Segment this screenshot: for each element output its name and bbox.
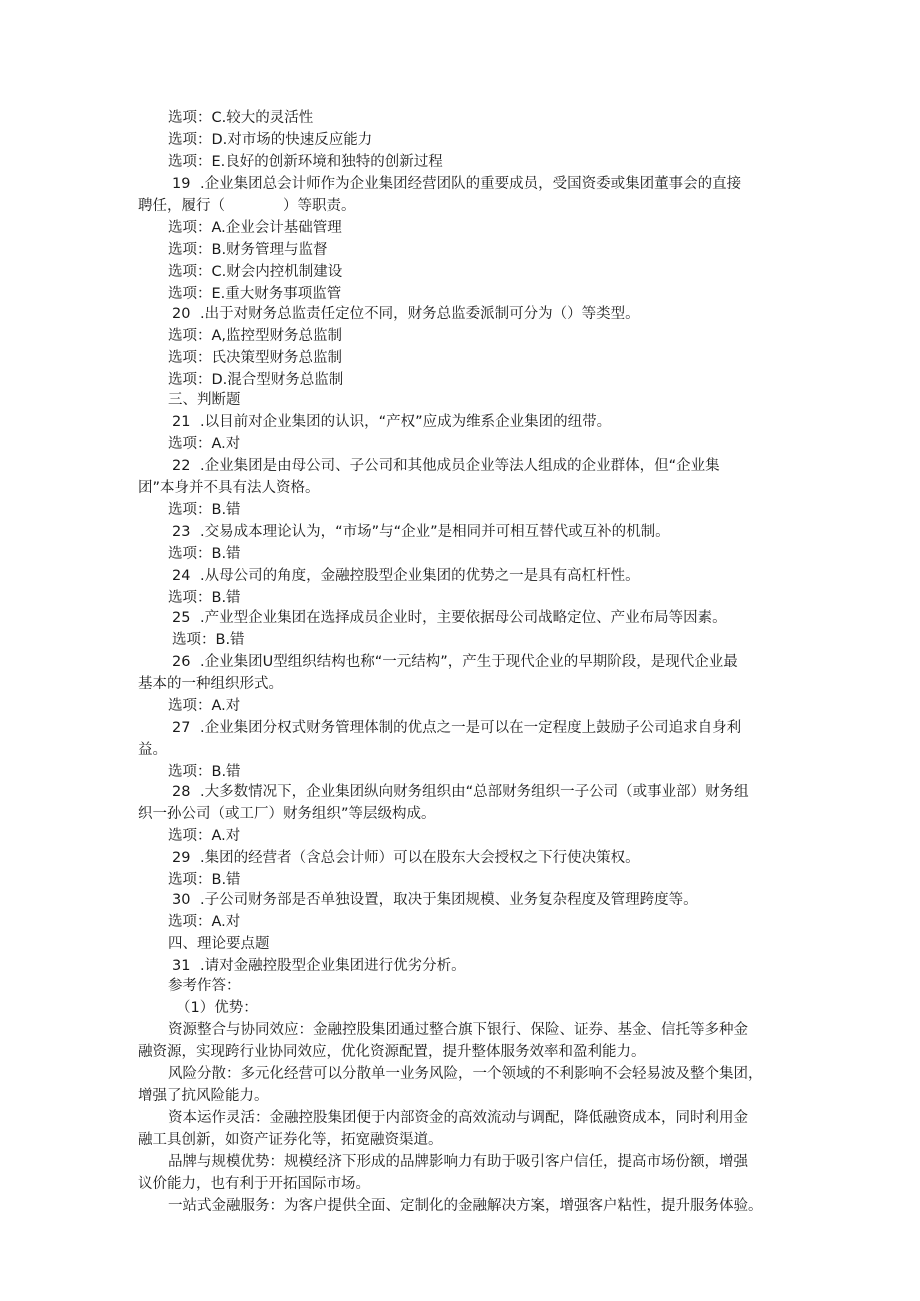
answer-line: 选项：A.对: [168, 828, 241, 844]
subheading: （1）优势：: [176, 1000, 258, 1016]
question-number: 20: [172, 306, 191, 322]
question-number: 21: [172, 414, 191, 430]
option-line: 选项：A,监控型财务总监制: [168, 328, 343, 344]
answer-line: 选项：B.错: [168, 546, 241, 562]
paragraph-line: 风险分散：多元化经营可以分散单一业务风险，一个领域的不利影响不会轻易波及整个集团，: [168, 1066, 763, 1082]
question-text-continued: 益。: [138, 742, 167, 758]
paragraph-line: 资本运作灵活：金融控股集团便于内部资金的高效流动与调配，降低融资成本，同时利用金: [168, 1110, 748, 1126]
answer-line: 选项：B.错: [168, 590, 241, 606]
question-text: .以目前对企业集团的认识，“产权”应成为维系企业集团的纽带。: [200, 414, 612, 430]
question-text: .集团的经营者（含总会计师）可以在股东大会授权之下行使决策权。: [200, 850, 640, 866]
question-text: .产业型企业集团在选择成员企业时，主要依据母公司战略定位、产业布局等因素。: [200, 610, 727, 626]
question-number: 25: [172, 610, 191, 626]
option-line: 选项：A.企业会计基础管理: [168, 220, 342, 236]
paragraph-line: 资源整合与协同效应：金融控股集团通过整合旗下银行、保险、证券、基金、信托等多种金: [168, 1022, 748, 1038]
question-text: .请对金融控股型企业集团进行优劣分析。: [200, 958, 466, 974]
question-number: 24: [172, 568, 191, 584]
question-number: 28: [172, 784, 191, 800]
question-number: 31: [172, 958, 191, 974]
question-text: .交易成本理论认为，“市场”与“企业”是相同并可相互替代或互补的机制。: [200, 524, 670, 540]
question-number: 26: [172, 654, 191, 670]
answer-line: 选项：A.对: [168, 436, 241, 452]
question-number: 23: [172, 524, 191, 540]
question-number: 27: [172, 720, 191, 736]
option-line: 选项：C.财会内控机制建设: [168, 264, 343, 280]
answer-line: 选项：B.错: [168, 502, 241, 518]
question-text: .从母公司的角度，金融控股型企业集团的优势之一是具有高杠杆性。: [200, 568, 640, 584]
question-text-continued: 聘任，履行（ ）等职责。: [138, 198, 356, 214]
option-line: 选项：E.良好的创新环境和独特的创新过程: [168, 154, 443, 170]
answer-line: 选项：B.错: [168, 764, 241, 780]
question-number: 19: [172, 176, 191, 192]
reference-answer-label: 参考作答：: [168, 978, 241, 994]
section-heading: 三、判断题: [168, 392, 241, 408]
option-line: 选项：C.较大的灵活性: [168, 110, 314, 126]
question-text: .企业集团总会计师作为企业集团经营团队的重要成员，受国资委或集团董事会的直接: [200, 176, 742, 192]
option-line: 选项：D.对市场的快速反应能力: [168, 132, 373, 148]
question-text: .出于对财务总监责任定位不同，财务总监委派制可分为（）等类型。: [200, 306, 640, 322]
paragraph-line: 融资源，实现跨行业协同效应，优化资源配置，提升整体服务效率和盈利能力。: [138, 1044, 646, 1060]
answer-line: 选项：B.错: [168, 872, 241, 888]
section-heading: 四、理论要点题: [168, 936, 270, 952]
question-text-continued: 织一孙公司（或工厂）财务组织”等层级构成。: [138, 806, 436, 822]
question-text: .大多数情况下，企业集团纵向财务组织由“总部财务组织一子公司（或事业部）财务组: [200, 784, 749, 800]
answer-line: 选项：A.对: [168, 698, 241, 714]
question-text-continued: 团”本身并不具有法人资格。: [138, 480, 320, 496]
paragraph-line: 议价能力，也有利于开拓国际市场。: [138, 1176, 370, 1192]
option-line: 选项：氏决策型财务总监制: [168, 350, 342, 366]
paragraph-line: 融工具创新，如资产证券化等，拓宽融资渠道。: [138, 1132, 443, 1148]
question-text: .子公司财务部是否单独设置，取决于集团规模、业务复杂程度及管理跨度等。: [200, 892, 698, 908]
answer-line: 选项：B.错: [172, 632, 245, 648]
question-text: .企业集团是由母公司、子公司和其他成员企业等法人组成的企业群体，但“企业集: [200, 458, 720, 474]
option-line: 选项：B.财务管理与监督: [168, 242, 328, 258]
option-line: 选项：E.重大财务事项监管: [168, 286, 342, 302]
question-text-continued: 基本的一种组织形式。: [138, 676, 283, 692]
paragraph-line: 一站式金融服务：为客户提供全面、定制化的金融解决方案，增强客户粘性，提升服务体验。: [168, 1198, 763, 1214]
paragraph-line: 品牌与规模优势：规模经济下形成的品牌影响力有助于吸引客户信任，提高市场份额，增强: [168, 1154, 748, 1170]
question-number: 29: [172, 850, 191, 866]
question-text: .企业集团分权式财务管理体制的优点之一是可以在一定程度上鼓励子公司追求自身利: [200, 720, 742, 736]
question-text: .企业集团U型组织结构也称“一元结构”，产生于现代企业的早期阶段，是现代企业最: [200, 654, 738, 670]
paragraph-line: 增强了抗风险能力。: [138, 1088, 269, 1104]
answer-line: 选项：A.对: [168, 914, 241, 930]
question-number: 30: [172, 892, 191, 908]
question-number: 22: [172, 458, 191, 474]
option-line: 选项：D.混合型财务总监制: [168, 372, 344, 388]
